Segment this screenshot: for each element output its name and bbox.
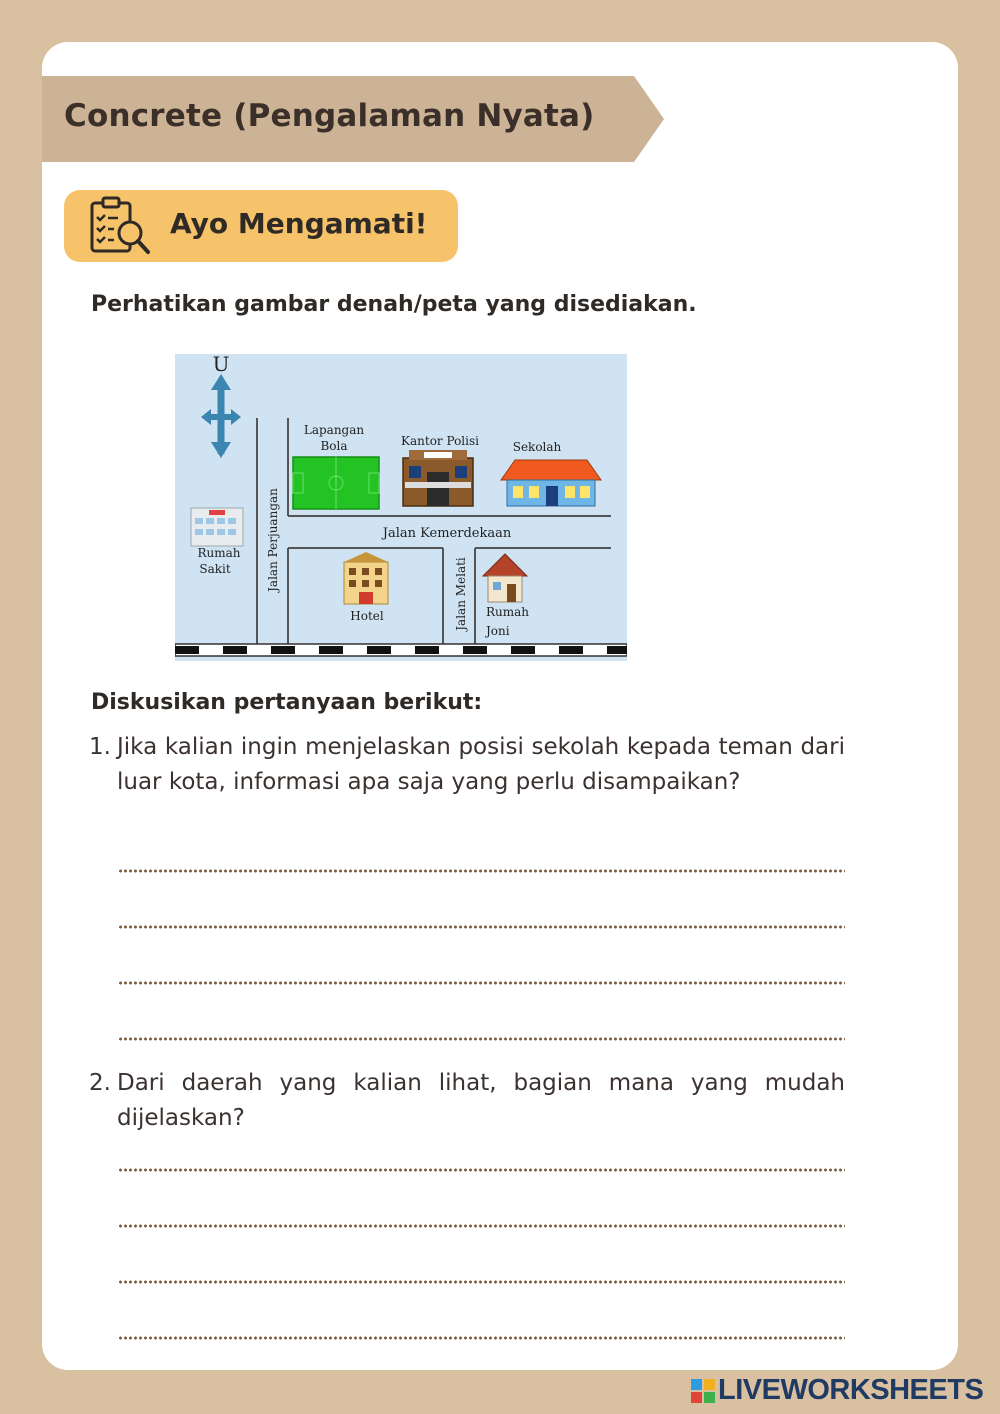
page-title: Concrete (Pengalaman Nyata): [64, 98, 595, 134]
answer-line-1-1[interactable]: [118, 868, 845, 874]
label-hotel: Hotel: [350, 609, 384, 623]
question-number: 2.: [89, 1070, 111, 1096]
answer-line-2-3[interactable]: [118, 1279, 845, 1285]
liveworksheets-logo-icon: [690, 1378, 716, 1404]
label-rumah-sakit-line2: Sakit: [199, 562, 231, 576]
answer-line-1-2[interactable]: [118, 924, 845, 930]
answer-line-1-4[interactable]: [118, 1036, 845, 1042]
label-rumah-joni-line2: Joni: [486, 624, 510, 638]
clipboard-magnifier-icon: [88, 195, 154, 261]
label-lapangan-line2: Bola: [320, 439, 348, 453]
hotel-icon: [344, 552, 388, 604]
hospital-icon: [191, 508, 243, 546]
worksheet-card: [42, 42, 958, 1370]
school-icon: [501, 460, 601, 506]
label-rumah-sakit-line1: Rumah: [197, 546, 241, 560]
answer-line-2-4[interactable]: [118, 1335, 845, 1341]
question-1: [89, 730, 845, 840]
street-label-kemerdekaan: Jalan Kemerdekaan: [382, 526, 512, 541]
area-map: [175, 354, 627, 661]
instruction-text: Perhatikan gambar denah/peta yang disediakan.: [91, 292, 697, 317]
question-2: [89, 1066, 845, 1138]
label-sekolah: Sekolah: [512, 440, 562, 454]
north-label: U: [212, 354, 230, 376]
answer-line-2-1[interactable]: [118, 1167, 845, 1173]
discussion-heading: Diskusikan pertanyaan berikut:: [91, 690, 483, 715]
brand-text: LIVEWORKSHEETS: [718, 1374, 984, 1406]
label-rumah-joni-line1: Rumah: [486, 605, 530, 619]
title-banner-tip: [634, 76, 664, 162]
activity-label: Ayo Mengamati!: [170, 207, 428, 240]
street-label-perjuangan: Jalan Perjuangan: [266, 488, 280, 592]
police-station-icon: [403, 450, 473, 506]
answer-line-2-2[interactable]: [118, 1223, 845, 1229]
football-field-icon: [293, 457, 379, 509]
question-number: 1.: [89, 734, 111, 760]
label-lapangan-line1: Lapangan: [303, 423, 365, 437]
activity-pill: [64, 190, 458, 262]
railway-track: [175, 644, 627, 656]
question-text: Dari daerah yang kalian lihat, bagian mana yang mudah dijelaskan?: [117, 1070, 845, 1131]
question-text: Jika kalian ingin menjelaskan posisi sekolah kepada teman dari luar kota, informasi apa saja yang perlu disampaikan?: [117, 734, 845, 795]
label-kantor-polisi: Kantor Polisi: [401, 434, 479, 448]
answer-line-1-3[interactable]: [118, 980, 845, 986]
street-label-melati: Jalan Melati: [454, 557, 468, 631]
